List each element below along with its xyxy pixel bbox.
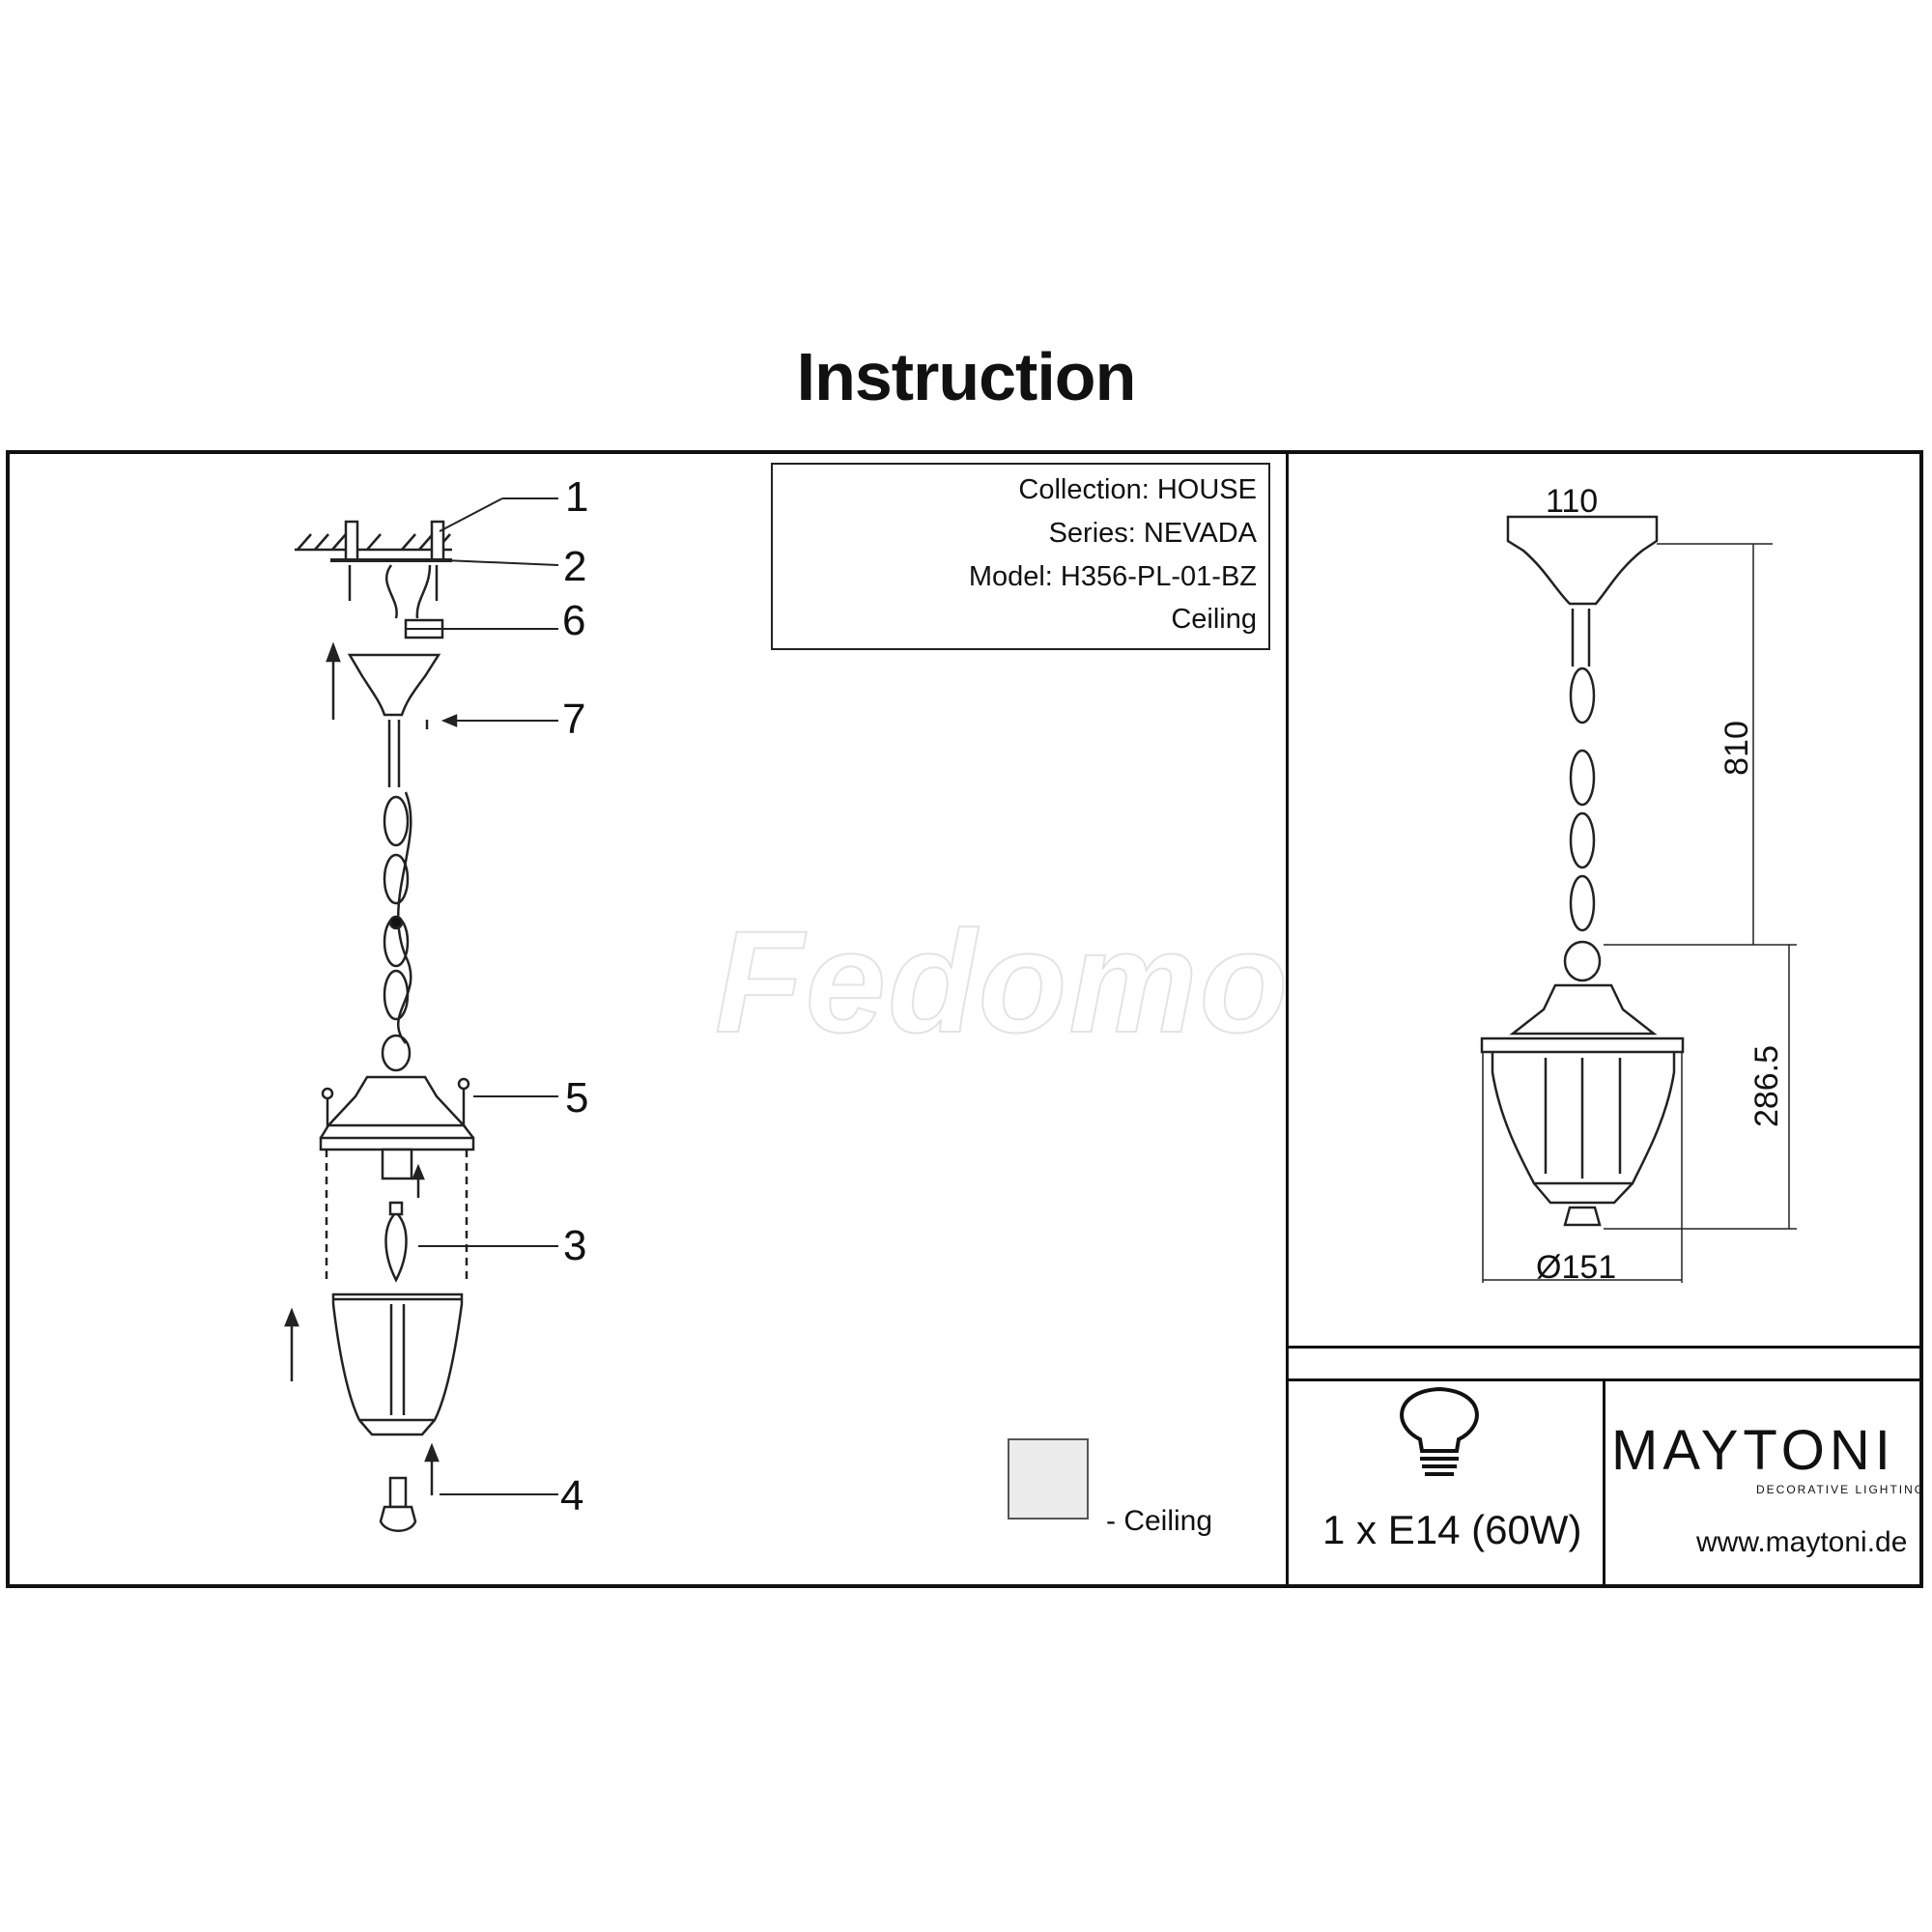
bulb-spec: 1 x E14 (60W) xyxy=(1322,1507,1582,1552)
lightbulb-icon xyxy=(1402,1389,1477,1474)
brand-logo: MAYTONI xyxy=(1611,1419,1895,1482)
callout-5: 5 xyxy=(565,1074,589,1122)
callout-3: 3 xyxy=(563,1222,587,1269)
page-title: Instruction xyxy=(796,339,1136,414)
dimension-total-height: 810 xyxy=(1718,721,1755,776)
ceiling-surface xyxy=(295,534,452,550)
dimension-top-width: 110 xyxy=(1546,483,1599,520)
callout-2: 2 xyxy=(563,543,587,590)
collection-label: Collection: HOUSE xyxy=(1018,474,1257,505)
mounting-legend: - Ceiling xyxy=(1106,1505,1213,1537)
callout-7: 7 xyxy=(562,696,586,743)
ceiling-mount-icon-frame xyxy=(1008,1438,1089,1520)
dimension-lantern-height: 286.5 xyxy=(1748,1044,1786,1128)
watermark: Fedomo xyxy=(715,900,1291,1063)
callout-1: 1 xyxy=(565,473,589,521)
brand-tagline: DECORATIVE LIGHTING xyxy=(1756,1483,1926,1496)
dimension-diameter: Ø151 xyxy=(1536,1249,1617,1286)
dimension-drawing xyxy=(1482,517,1797,1283)
brand-website: www.maytoni.de xyxy=(1696,1526,1908,1558)
model-label: Model: H356-PL-01-BZ xyxy=(968,561,1257,592)
callout-4: 4 xyxy=(560,1472,584,1520)
series-label: Series: NEVADA xyxy=(1048,518,1257,549)
callout-6: 6 xyxy=(562,597,586,644)
mounting-label: Ceiling xyxy=(1171,604,1257,635)
